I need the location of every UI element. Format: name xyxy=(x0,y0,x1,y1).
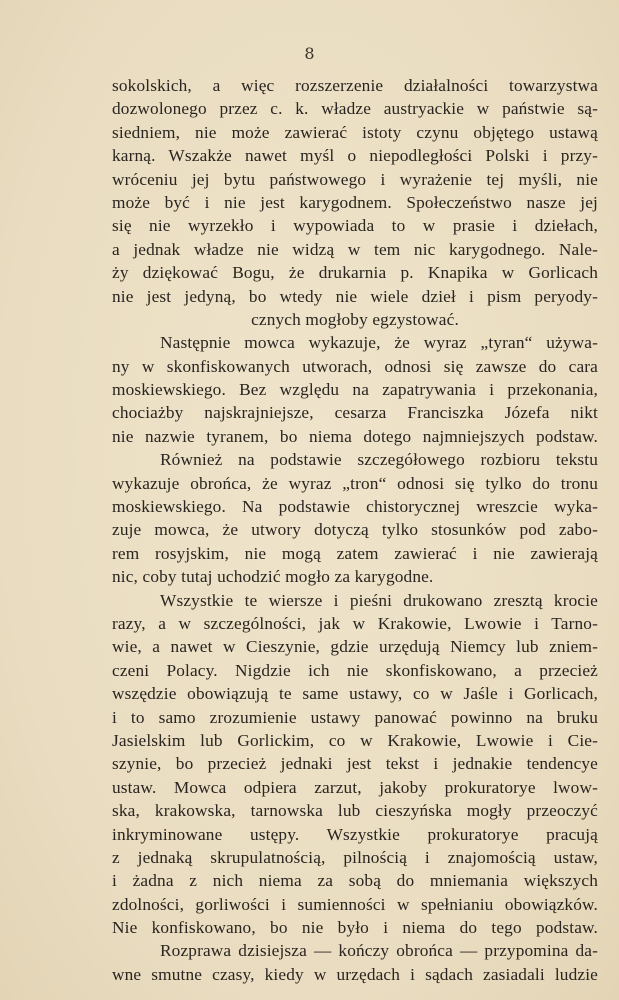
text-line: wróceniu jej bytu państwowego i wyrażenie tej myśli, nie xyxy=(112,169,598,189)
text-line: moskiewskiego. Na podstawie chistorycznej wreszcie wyka- xyxy=(112,497,598,517)
text-line: wie, a nawet w Cieszynie, gdzie urzędują Niemcy lub zniem- xyxy=(112,637,598,657)
text-line: Wszystkie te wiersze i pieśni drukowano zresztą krocie xyxy=(160,590,598,610)
text-line: się nie wyrzekło i wypowiada to w prasie i dziełach, xyxy=(112,216,598,236)
text-line: Jasielskim lub Gorlickim, co w Krakowie, Lwowie i Cie- xyxy=(112,730,598,750)
text-line: sokolskich, a więc rozszerzenie działalności towarzystwa xyxy=(112,76,598,95)
body-text xyxy=(112,74,598,986)
text-line: wykazuje obrońca, że wyraz „tron“ odnosi się tylko do tronu xyxy=(112,473,598,493)
text-line: czeni Polacy. Nigdzie ich nie skonfiskowano, a przecież xyxy=(112,660,598,680)
text-line: razy, a w szczególności, jak w Krakowie, Lwowie i Tarno- xyxy=(112,613,598,633)
page-number: 8 xyxy=(304,44,315,63)
text-line: ska, krakowska, tarnowska lub cieszyńska mogły przeoczyć xyxy=(112,801,598,821)
text-line: inkryminowane ustępy. Wszystkie prokuratorye pracują xyxy=(112,824,598,844)
text-line: nie nazwie tyranem, bo niema dotego najmniejszych podstaw. xyxy=(112,426,598,446)
text-line: szynie, bo przecież jednaki jest tekst i jednakie tendencye xyxy=(112,754,598,774)
text-line: Również na podstawie szczegółowego rozbioru tekstu xyxy=(160,450,598,470)
text-line: rem rosyjskim, nie mogą zatem zawierać i nie zawierają xyxy=(112,543,598,563)
text-line: Rozprawa dzisiejsza — kończy obrońca — przypomina da- xyxy=(160,941,598,961)
text-line: a jednak władze nie widzą w tem nic karygodnego. Nale- xyxy=(112,239,598,259)
text-line: ustaw. Mowca odpiera zarzut, jakoby prokuratorye lwow- xyxy=(112,777,598,797)
text-line: zuje mowca, że utwory dotyczą tylko stosunków pod zabo- xyxy=(112,520,598,540)
text-line: Nie konfiskowano, bo nie było i niema do tego podstaw. xyxy=(112,918,598,938)
text-line: i żadna z nich niema za sobą do mniemania większych xyxy=(112,871,598,891)
text-line: i to samo zrozumienie ustawy panować powinno na bruku xyxy=(112,707,598,727)
text-line: chociażby najskrajniejsze, cesarza Franciszka Józefa nikt xyxy=(112,403,598,423)
text-line: nie jest jedyną, bo wtedy nie wiele dzieł i pism peryody- xyxy=(112,286,598,306)
text-line: wszędzie obowiązują te same ustawy, co w Jaśle i Gorlicach, xyxy=(112,684,598,704)
text-line: karną. Wszakże nawet myśl o niepodległości Polski i przy- xyxy=(112,146,598,166)
text-line: ny w skonfiskowanych utworach, odnosi się zawsze do cara xyxy=(112,356,598,376)
text-line: może być i nie jest karygodnem. Społeczeństwo nasze jej xyxy=(112,192,598,212)
text-line: cznych mogłoby egzystować. xyxy=(251,309,459,329)
text-line: wne smutne czasy, kiedy w urzędach i sądach zasiadali ludzie xyxy=(112,964,598,984)
text-line: z jednaką skrupulatnością, pilnością i znajomością ustaw, xyxy=(112,847,598,867)
text-line: Następnie mowca wykazuje, że wyraz „tyran“ używa- xyxy=(160,333,598,353)
text-line: dozwolonego przez c. k. władze austryackie w państwie są- xyxy=(112,99,598,119)
text-line: ży dziękować Bogu, że drukarnia p. Knapika w Gorlicach xyxy=(112,263,598,283)
text-line: siedniem, nie może zawierać istoty czynu objętego ustawą xyxy=(112,122,598,142)
text-line: moskiewskiego. Bez względu na zapatrywania i przekonania, xyxy=(112,380,598,400)
text-line: zdolności, gorliwości i sumienności w spełnianiu obowiązków. xyxy=(112,894,598,914)
text-line: nic, coby tutaj uchodzić mogło za karygodne. xyxy=(112,567,434,587)
